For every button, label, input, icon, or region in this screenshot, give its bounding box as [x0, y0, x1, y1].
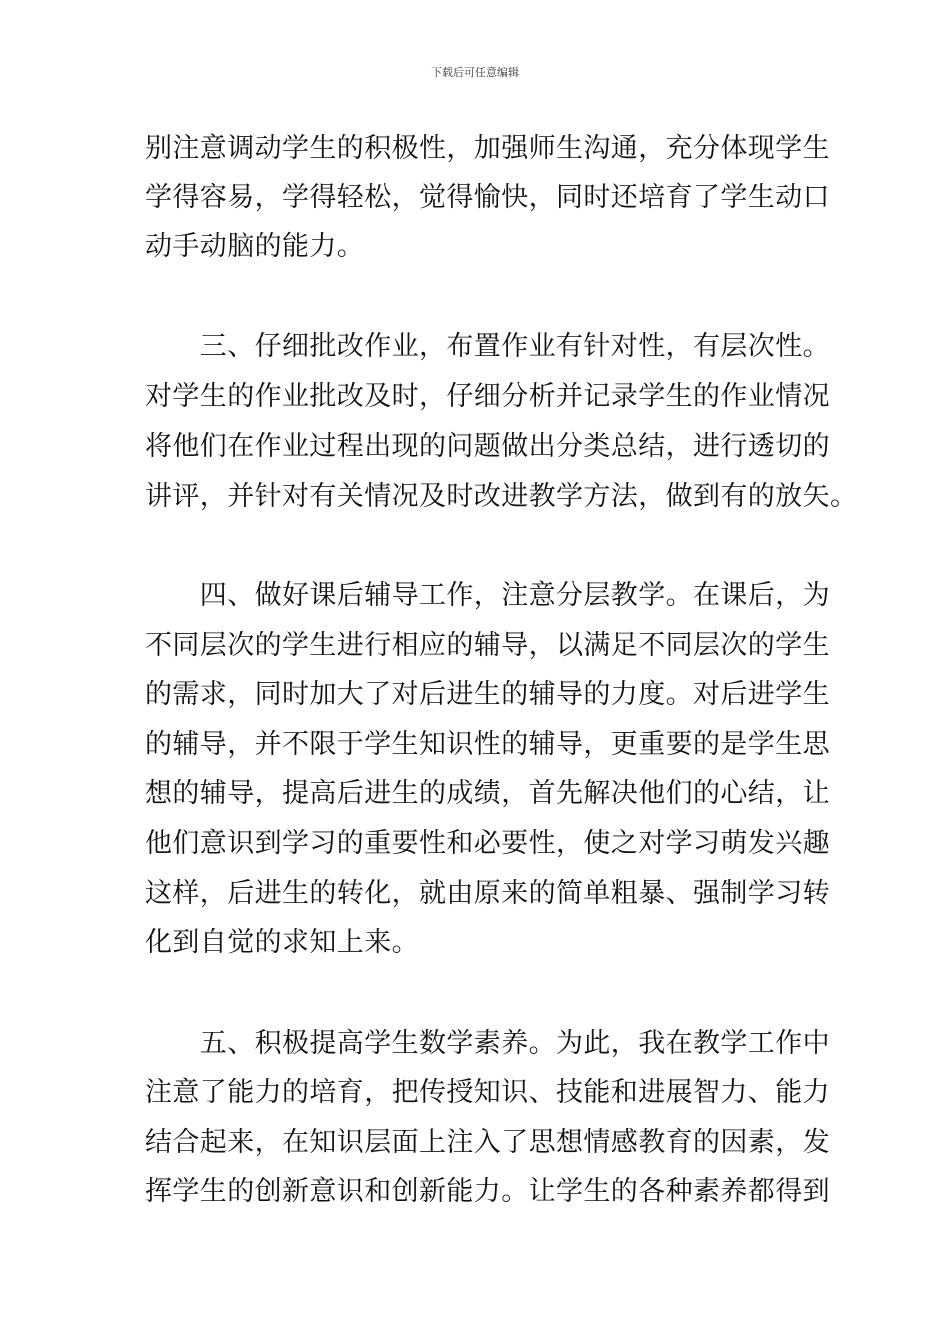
text-line: 三、仔细批改作业，布置作业有针对性，有层次性。 [145, 331, 830, 362]
text-line: 不同层次的学生进行相应的辅导，以满足不同层次的学生 [145, 630, 830, 661]
text-line: 四、做好课后辅导工作，注意分层教学。在课后，为 [145, 580, 830, 611]
text-line: 这样，后进生的转化，就由原来的简单粗暴、强制学习转 [145, 878, 830, 909]
text-line: 的需求，同时加大了对后进生的辅导的力度。对后进学生 [145, 679, 830, 710]
text-line: 想的辅导，提高后进生的成绩，首先解决他们的心结，让 [145, 778, 830, 809]
text-line: 别注意调动学生的积极性，加强师生沟通，充分体现学生 [145, 133, 830, 164]
text-line: 他们意识到学习的重要性和必要性，使之对学习萌发兴趣 [145, 828, 830, 859]
text-line: 注意了能力的培育，把传授知识、技能和进展智力、能力 [145, 1077, 830, 1108]
text-line: 动手动脑的能力。 [145, 231, 365, 262]
text-line: 化到自觉的求知上来。 [145, 927, 419, 958]
text-line: 的辅导，并不限于学生知识性的辅导，更重要的是学生思 [145, 729, 830, 760]
text-line: 挥学生的创新意识和创新能力。让学生的各种素养都得到 [145, 1176, 830, 1207]
text-line: 结合起来，在知识层面上注入了思想情感教育的因素，发 [145, 1127, 830, 1158]
text-line: 将他们在作业过程出现的问题做出分类总结，进行透切的 [145, 431, 830, 462]
page-header-note: 下载后可任意编辑 [431, 66, 519, 79]
text-line: 五、积极提高学生数学素养。为此，我在教学工作中 [145, 1028, 830, 1059]
text-line: 讲评，并针对有关情况及时改进教学方法，做到有的放矢。 [145, 481, 858, 512]
text-line: 学得容易，学得轻松，觉得愉快，同时还培育了学生动口 [145, 182, 830, 213]
text-line: 对学生的作业批改及时，仔细分析并记录学生的作业情况 [145, 381, 830, 412]
